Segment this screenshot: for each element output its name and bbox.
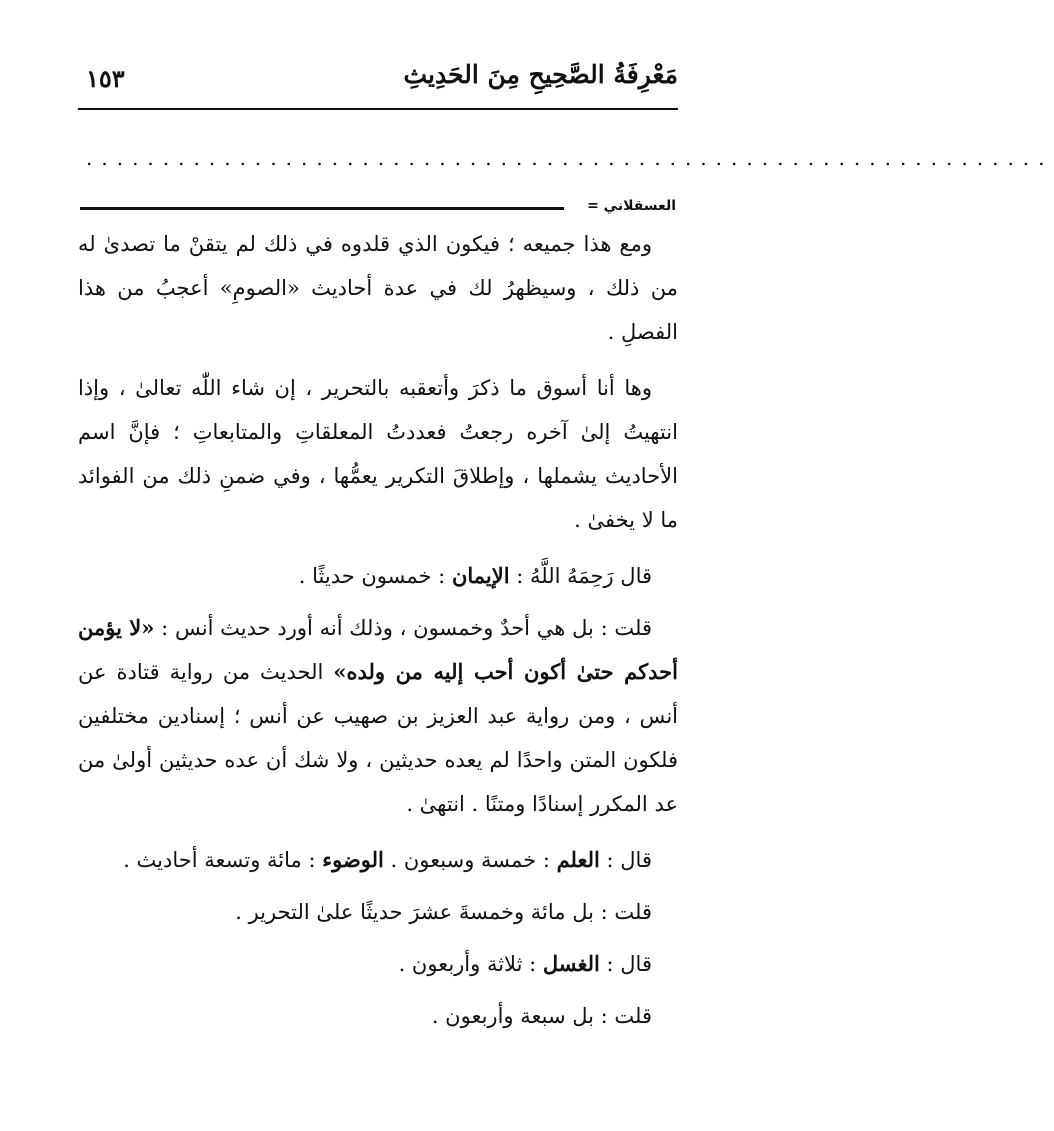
text-run: قلت : بل هي أحدٌ وخمسون ، وذلك أنه أورد حديث أنس : xyxy=(154,616,653,640)
text-run: : ثلاثة وأربعون . xyxy=(398,952,543,976)
hadith-quote: «لا يؤمن أحدكم حتىٰ أكون أحب إليه من ولده» xyxy=(78,615,678,684)
page-number: ١٥٣ xyxy=(86,64,125,93)
commentator-name: العسقلاني = xyxy=(587,198,676,214)
text-run: : خمسة وسبعون . xyxy=(383,848,557,872)
chapter-name-ilm: العلم xyxy=(556,847,600,872)
commentator-row xyxy=(80,198,676,222)
chapter-name-wudu: الوضوء xyxy=(322,847,384,872)
paragraph-4 xyxy=(78,606,678,826)
paragraph-3 xyxy=(78,554,678,598)
paragraph-5 xyxy=(78,838,678,882)
paragraph-8: قلت : بل سبعة وأربعون . xyxy=(431,1004,652,1028)
paragraph-1: ومع هذا جميعه ؛ فيكون الذي قلدوه في ذلك لم يتقنْ ما تصدىٰ له من ذلك ، وسيظهرُ لك في عدة أحاديث «الصومِ» أعجبُ من هذا الفصلِ . xyxy=(78,232,678,344)
text-run: : مائة وتسعة أحاديث . xyxy=(123,848,323,872)
text-run: قال : xyxy=(599,848,652,872)
chapter-name-ghusl: الغسل xyxy=(542,951,600,976)
commentator-rule xyxy=(80,207,564,210)
text-run: قال : xyxy=(599,952,652,976)
chapter-name-iman: الإيمان xyxy=(451,563,510,588)
paragraph-2: وها أنا أسوق ما ذكرَ وأتعقبه بالتحرير ، إن شاء اللّٰه تعالىٰ ، وإذا انتهيتُ إلىٰ آخره رجعتُ فعددتُ المعلقاتِ والمتابعاتِ ؛ فإنَّ اسم الأحاديث يشملها ، وإطلاقَ التكرير يعمُّها ، وفي ضمنِ ذلك من الفوائد ما لا يخفىٰ . xyxy=(78,376,678,532)
text-run: : خمسون حديثًا . xyxy=(298,564,452,588)
text-run: قال رَحِمَهُ اللَّهُ : xyxy=(509,564,652,588)
paragraph-7 xyxy=(78,942,678,986)
dotted-separator: ............................................................... xyxy=(86,146,1054,170)
page-header xyxy=(78,56,678,110)
book-title: مَعْرِفَةُ الصَّحِيحِ مِنَ الحَدِيثِ xyxy=(403,60,678,89)
commentary-text xyxy=(78,222,678,1046)
paragraph-6: قلت : بل مائة وخمسةَ عشرَ حديثًا علىٰ التحرير . xyxy=(235,900,652,924)
text-run: الحديث من رواية قتادة عن أنس ، ومن رواية عبد العزيز بن صهيب عن أنس ؛ إسنادين مختلفين فلكون المتن واحدًا لم يعده حديثين ، ولا شك أن عده حديثين أولىٰ من عد المكرر إسنادًا ومتنًا . انتهىٰ . xyxy=(78,660,678,816)
